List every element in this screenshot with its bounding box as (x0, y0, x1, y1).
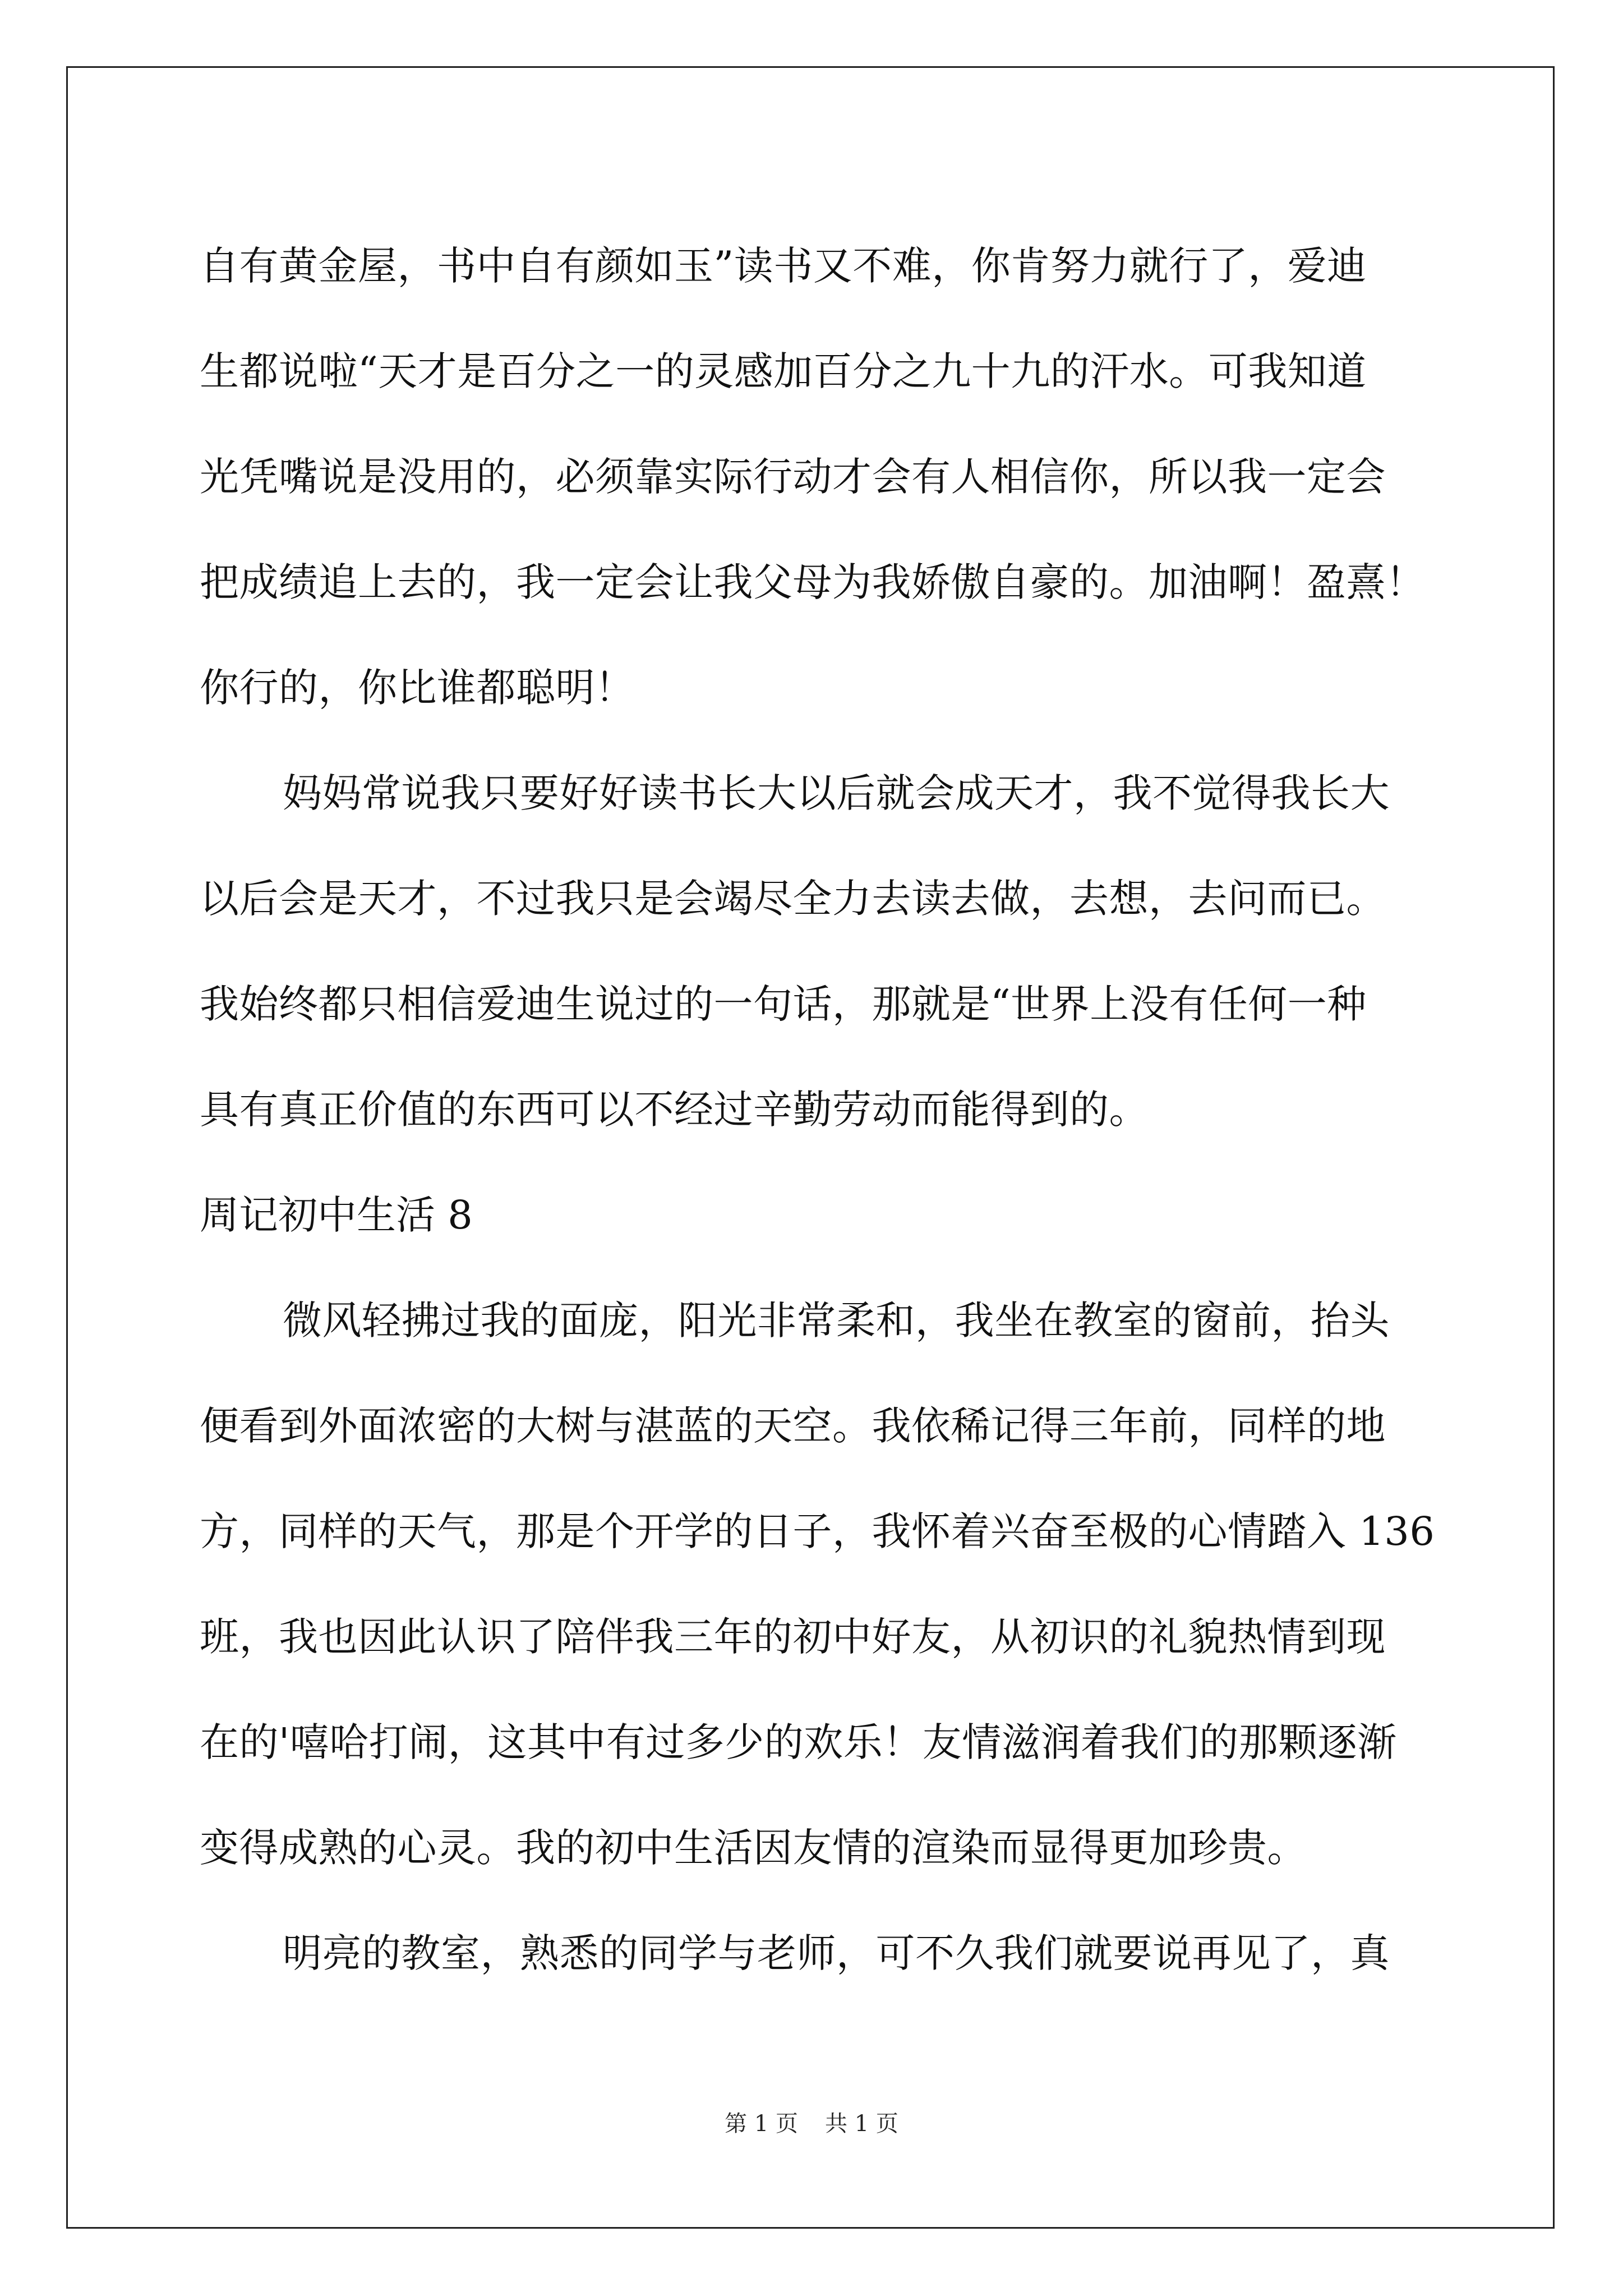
text-line: 我始终都只相信爱迪生说过的一句话，那就是“世界上没有任何一种 (200, 981, 1367, 1027)
text-line: 把成绩追上去的，我一定会让我父母为我娇傲自豪的。加油啊！盈熹！ (200, 559, 1426, 605)
page-footer (0, 2108, 1623, 2139)
section-heading: 周记初中生活 8 (200, 1192, 473, 1238)
paragraph-start-line: 微风轻拂过我的面庞，阳光非常柔和，我坐在教室的窗前，抬头 (283, 1297, 1390, 1343)
text-line: 具有真正价值的东西可以不经过辛勤劳动而能得到的。 (200, 1087, 1149, 1133)
page-total: 共 1 页 (825, 2111, 898, 2137)
text-line: 光凭嘴说是没用的，必须靠实际行动才会有人相信你，所以我一定会 (200, 454, 1386, 500)
text-line: 变得成熟的心灵。我的初中生活因友情的渲染而显得更加珍贵。 (200, 1825, 1307, 1871)
document-body (200, 213, 1435, 2006)
text-line: 自有黄金屋，书中自有颜如玉”读书又不难，你肯努力就行了，爱迪 (200, 243, 1367, 289)
page-number: 第 1 页 (725, 2111, 798, 2137)
text-line: 你行的，你比谁都聪明！ (200, 665, 635, 711)
text-line: 以后会是天才，不过我只是会竭尽全力去读去做，去想，去问而已。 (200, 876, 1386, 922)
text-line: 班，我也因此认识了陪伴我三年的初中好友，从初识的礼貌热情到现 (200, 1614, 1386, 1660)
paragraph-start-line: 妈妈常说我只要好好读书长大以后就会成天才，我不觉得我长大 (283, 770, 1390, 816)
text-line: 在的'嘻哈打闹，这其中有过多少的欢乐！友情滋润着我们的那颗逐渐 (200, 1719, 1397, 1765)
paragraph-start-line: 明亮的教室，熟悉的同学与老师，可不久我们就要说再见了，真 (283, 1930, 1390, 1976)
text-line: 方，同样的天气，那是个开学的日子，我怀着兴奋至极的心情踏入 136 (200, 1508, 1435, 1554)
text-line: 生都说啦“天才是百分之一的灵感加百分之九十九的汗水。可我知道 (200, 348, 1367, 394)
text-line: 便看到外面浓密的大树与湛蓝的天空。我依稀记得三年前，同样的地 (200, 1403, 1386, 1449)
